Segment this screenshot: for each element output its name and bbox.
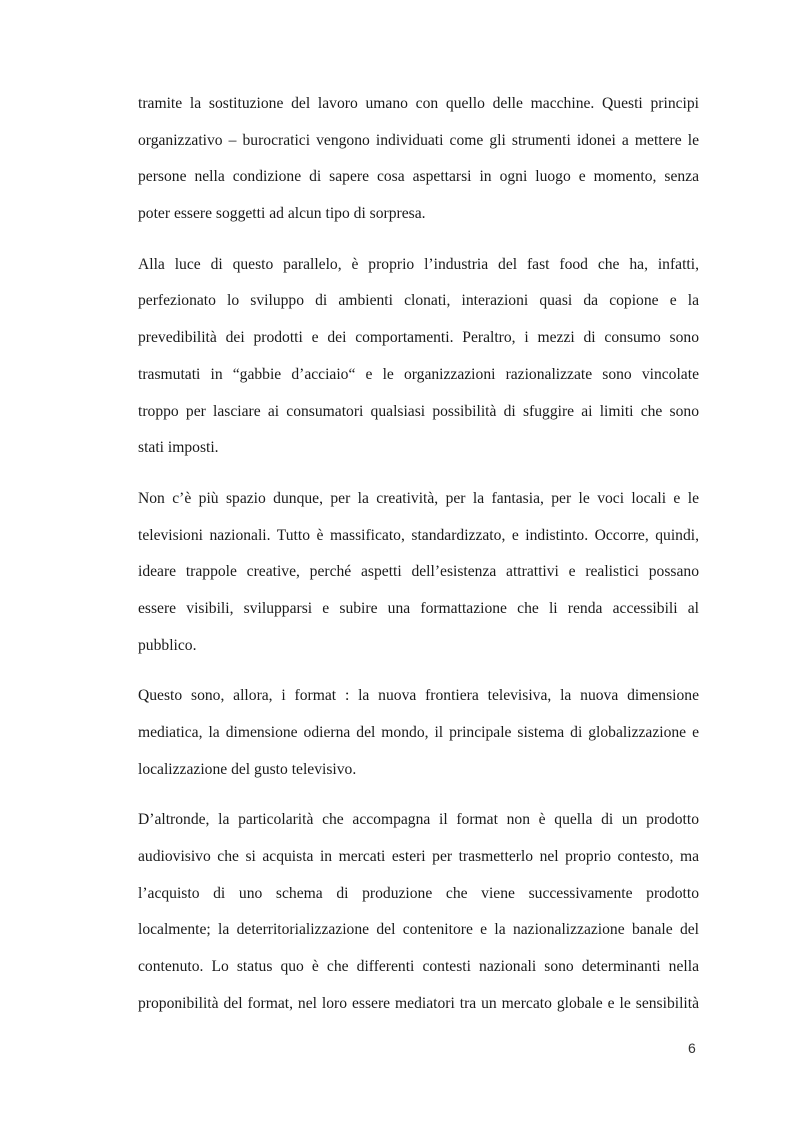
text-line: l’acquisto di uno schema di produzione che viene successivamente prodotto xyxy=(138,884,699,902)
text-line: troppo per lasciare ai consumatori qualsiasi possibilità di sfuggire ai limiti che sono xyxy=(138,402,699,420)
paragraph-5 xyxy=(138,802,699,1022)
text-line: tramite la sostituzione del lavoro umano con quello delle macchine. Questi principi xyxy=(138,95,699,112)
text-line: stati imposti. xyxy=(138,439,219,457)
text-line: essere visibili, svilupparsi e subire una formattazione che li renda accessibili al xyxy=(138,599,699,617)
page-number: 6 xyxy=(688,1040,696,1056)
text-line: pubblico. xyxy=(138,636,197,654)
text-line: audiovisivo che si acquista in mercati esteri per trasmetterlo nel proprio contesto, ma xyxy=(138,848,699,866)
text-line: perfezionato lo sviluppo di ambienti clonati, interazioni quasi da copione e la xyxy=(138,292,699,310)
text-line: organizzativo – burocratici vengono individuati come gli strumenti idonei a mettere le xyxy=(138,131,699,149)
text-line: poter essere soggetti ad alcun tipo di sorpresa. xyxy=(138,205,426,223)
text-line: D’altronde, la particolarità che accompagna il format non è quella di un prodotto xyxy=(138,811,699,829)
paragraph-1 xyxy=(138,86,699,233)
paragraph-2 xyxy=(138,247,699,467)
text-line: localizzazione del gusto televisivo. xyxy=(138,760,357,778)
text-line: mediatica, la dimensione odierna del mondo, il principale sistema di globalizzazione e xyxy=(138,724,699,741)
text-line: ideare trappole creative, perché aspetti dell’esistenza attrattivi e realistici possano xyxy=(138,563,699,581)
text-line: televisioni nazionali. Tutto è massificato, standardizzato, e indistinto. Occorre, quindi, xyxy=(138,526,699,544)
text-line: Non c’è più spazio dunque, per la creatività, per la fantasia, per le voci locali e le xyxy=(138,489,699,507)
paragraph-4 xyxy=(138,678,699,788)
text-line: Alla luce di questo parallelo, è proprio l’industria del fast food che ha, infatti, xyxy=(138,255,699,273)
paragraph-3 xyxy=(138,481,699,664)
text-line: Questo sono, allora, i format : la nuova frontiera televisiva, la nuova dimensione xyxy=(138,687,699,705)
text-line: localmente; la deterritorializzazione del contenitore e la nazionalizzazione banale del xyxy=(138,921,699,939)
text-line: persone nella condizione di sapere cosa aspettarsi in ogni luogo e momento, senza xyxy=(138,168,699,186)
text-line: proponibilità del format, nel loro essere mediatori tra un mercato globale e le sensibilità xyxy=(138,994,699,1012)
text-line: contenuto. Lo status quo è che differenti contesti nazionali sono determinanti nella xyxy=(138,958,699,976)
document-page xyxy=(138,86,699,1037)
text-line: prevedibilità dei prodotti e dei comportamenti. Peraltro, i mezzi di consumo sono xyxy=(138,329,699,347)
text-line: trasmutati in “gabbie d’acciaio“ e le organizzazioni razionalizzate sono vincolate xyxy=(138,365,699,383)
